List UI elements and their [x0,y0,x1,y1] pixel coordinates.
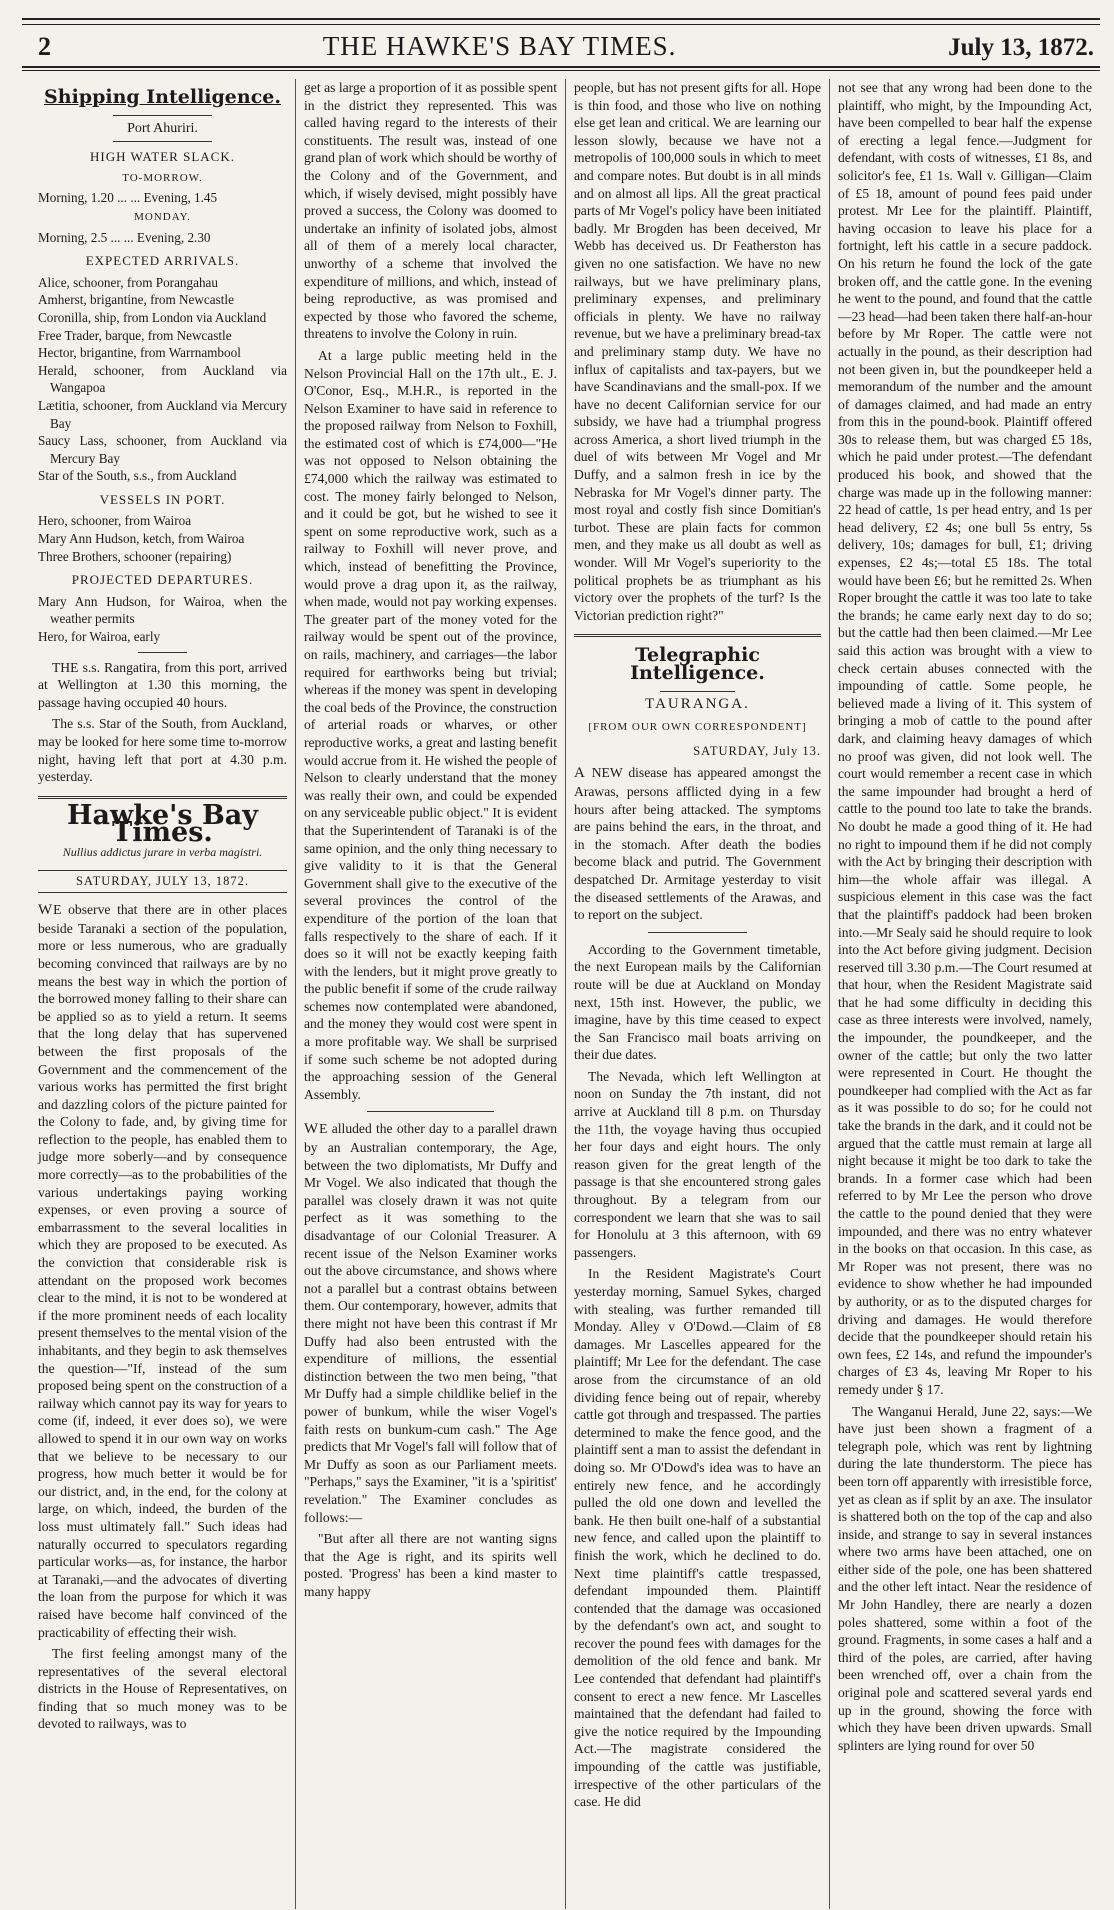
shipping-note: THE s.s. Rangatira, from this port, arrived at Wellington at 1.30 this morning, the passage having occupied 40 hours. [38,659,287,710]
place-heading: TAURANGA. [645,695,750,712]
article-paragraph: get as large a proportion of it as possible spent in the district they represented. This was called having regard to the interests of their constituents. The result was, instead of one grand plan of work which should be worthy of the Colony and of the Government, and which, if wisely devised, might possibly have proved a success, the Colony was doomed to undertake an infinity of isolated jobs, almost all of them of a merely local character, unworthy of a scheme that involved the expenditure of millions, and which, instead of being reproductive, as was promised and expected by those who favored the scheme, threatens to involve the Colony in ruin. [304,80,557,342]
article-paragraph: According to the Government timetable, the next European mails by the Californian route will be due at Auckland on Monday next, 15th inst. However, the public, we imagine, have by this time ceased to expect the San Francisco mail boats arriving on their due dates. [574,941,821,1063]
masthead [22,31,1100,66]
list-item: Hero, for Wairoa, early [38,629,161,645]
page-number: 2 [38,32,51,61]
high-water-heading: HIGH WATER SLACK. [90,149,235,165]
divider [660,691,734,692]
section-rule [574,634,821,637]
list-item: Free Trader, barque, from Newcastle [38,327,232,343]
article-paragraph: WE alluded the other day to a parallel drawn by an Australian contemporary, the Age, between the two diplomatists, Mr Duffy and Mr Vogel. We also indicated that though the parallel was closely drawn it was not quite perfect as it was something to the disadvantage of our Colonial Treasurer. A recent issue of the Nelson Examiner works out the above circumstance, and shows where not a parallel but a contrast obtains between them. Our contemporary, however, admits that there might not have been this contrast if Mr Duffy had also been entrusted with the expenditure of millions, the essential distinction between the two men being, "that Mr Duffy had a simple childlike belief in the power of bunkum, while the wiser Vogel's faith rests on bunkum-cum cash." The Age predicts that Mr Vogel's fall will follow that of Mr Duffy as soon as our Parliament meets. "Perhaps," says the Examiner, "it is a 'spiritist' revelation." The Examiner concludes as follows:— [304,1121,558,1525]
list-item: Coronilla, ship, from London via Auckland [38,309,267,325]
column-2 [295,79,565,1909]
tomorrow-label: TO-MORROW. [122,171,203,184]
top-rule [22,18,1100,20]
article-paragraph: A NEW disease has appeared amongst the Arawas, persons afflicted dying in a few hours after being attacked. The symptoms are pains behind the ears, in the throat, and in the stomach. After death the bodies become black and putrid. The Government despatched Dr. Armitage yesterday to visit the diseased settlements of the Arawas, and to report on the subject. [574,765,821,923]
expected-arrivals-heading: EXPECTED ARRIVALS. [85,253,240,269]
paper-title: Hawke's Bay Times. [66,799,258,849]
tomorrow-tides: Morning, 1.20 ... ... Evening, 1.45 [38,190,218,206]
column-1 [22,79,295,1909]
column-4 [829,79,1100,1909]
editorial-paragraph: WE observe that there are in other places beside Taranaki a section of the population, more or less numerous, who are gradually becoming convinced that railways are by no means the best way in which the portion of the borrowed money falling to their share can be applied so as to yield a return. It seems that the long delay that has supervened between the first proposals of the Government and the commencement of the various works has permitted the first bright and dazzling colors of the picture painted for the Colony to fade, and, by giving time for reflection to the people, has enabled them to judge more soberly—and by consequence more correctly—as to the probabilities of the various undertakings paying working expenses, or even proving a source of embarrassment to the several localities in which they are proposed to be executed. As the conviction that considerable risk is attendant on the proposed work becomes clear to the mind, it is not to be wondered at if the more prominent needs of each locality present themselves to the mental vision of the inhabitants, and they begin to ask themselves the question—"If, instead of the sum proposed being spent on the construction of a railway which cannot pay its way for years to come (if, indeed, it ever does so), we were allowed to spend it in our own way on works that we believe to be necessary to our progress, how much better it would be for our district, and, in the end, for the colony at large, on which, indeed, the burden of the loss must ultimately fall." Such ideas had naturally occurred to speculators regarding particular works—as, for instance, the harbor at Taranaki,—and the advocates of diverting the loan from the purpose for which it was raised have become half convinced of the practicability of effecting their wish. [38,902,287,1640]
article-paragraph: At a large public meeting held in the Nelson Provincial Hall on the 17th ult., E. J. O'Conor, Esq., M.H.R., is reported in the Nelson Examiner to have said in reference to the proposed railway from Nelson to Foxhill, the estimated cost of which is £74,000—"He was not opposed to Nelson obtaining the £74,000 which the railway was estimated to cost. The money fairly belonged to Nelson, and it could be got, but he wished to see it spent on some reproductive work, such as a railway to Foxhill will never prove, and which, instead of benefitting the Province, would prove a drag upon it, as the railway, when made, would not pay working expenses. The greater part of the money voted for the railway would be spent out of the province, on rails, machinery, and carriages—the labor required for earthworks being but trivial; whereas if the money was spent in developing the coal beds of the Province, the construction of arterial roads or wharves, or other reproductive works, a great and lasting benefit would accrue from it. He wished the people of Nelson to clearly understand that the money was really their own, and could be expended on any serviceable public object." It is evident that the Superintendent of Taranaki is of the same opinion, and the only thing necessary to give validity to it is that the General Government shall give to the executive of the several provinces the control of the expenditure of the portion of the loan that falls respectively to the share of each. If it does so it will not be exactly keeping faith with the lenders, but it might prove greatly to the public benefit if some of the crude railway schemes now contemplated were abandoned, and the money they would cost were spent in a more profitable way. We shall be surprised if some such scheme be not adopted during the approaching session of the General Assembly. [304,347,557,1102]
divider [113,141,213,142]
list-item: Star of the South, s.s., from Auckland [38,468,237,484]
divider [367,1111,494,1112]
vessels-in-port-heading: VESSELS IN PORT. [99,491,226,507]
dateline: SATURDAY, JULY 13, 1872. [38,870,287,894]
top-rule-thin [22,24,1100,25]
columns [22,79,1100,1909]
list-item: Mary Ann Hudson, ketch, from Wairoa [38,531,245,547]
article-paragraph: The Wanganui Herald, June 22, says:—We have just been shown a fragment of a telegraph pole, which was rent by lightning during the late thunderstorm. The piece has been torn off apparently with irresistible force, yet as clean as if split by an axe. The insulator is shattered both on the top of the cap and also inside, and strange to say in several instances where two arms have been attached, one on either side of the pole, one has been shattered and the other left intact. Near the residence of Mr John Handley, there are nearly a dozen poles shattered, some within a foot of the ground. Fragments, in some cases a half and a third of the poles, are carried, after having been wrenched off, over a chain from the original pole and scattered several yards end up in the ground, showing the force with which they have been driven upwards. Small splinters are lying round for over 50 [838,1403,1092,1753]
divider [113,115,213,116]
list-item: Alice, schooner, from Porangahau [38,274,219,290]
article-paragraph: In the Resident Magistrate's Court yesterday morning, Samuel Sykes, charged with stealing, was further remanded till Monday. Alley v O'Dowd.—Claim of £8 damages. Mr Lascelles appeared for the plaintiff; Mr Lee for the defendant. The case arose from the circumstance of an old dividing fence being out of repair, whereby cattle got through and trespassed. The parties determined to make the fence good, and the plaintiff sent a man to assist the defendant in doing so. Mr O'Dowd's idea was to have an entirely new fence, and he accordingly pulled the old one down and levelled the bank. He then built one-half of a substantial new fence, and called upon the plaintiff to finish the work, which he declined to do. Next time plaintiff's cattle trespassed, defendant impounded them. Plaintiff contended that the damage was occasioned by the defendant's own act, and sought to recover the pound fees with damages for the demolition of the old fence and bank. Mr Lee contended that defendant had plaintiff's consent to erect a new fence. Mr Lascelles maintained that the defendant had failed to give the notice required by the Impounding Act.—The magistrate considered the impounding of the cattle was justifiable, irrespective of the other particulars of the case. He did [574,1266,821,1810]
newspaper-title: THE HAWKE'S BAY TIMES. [322,31,677,61]
list-item: Lætitia, schooner, from Auckland via Mercury Bay [38,397,287,431]
correspondent-line: [FROM OUR OWN CORRESPONDENT] [588,721,807,734]
article-paragraph: The Nevada, which left Wellington at noon on Sunday the 7th instant, did not arrive at Auckland till 8 p.m. on Thursday the 11th, the voyage having thus occupied her four days and eight hours. The only reason given for the great length of the passage is that she encountered strong gales throughout. By a telegram from our correspondent we learn that she was to sail for Honolulu at 3 this afternoon, with 69 passengers. [574,1068,821,1260]
shipping-note: The s.s. Star of the South, from Auckland, may be looked for here some time to-morrow night, having left that port at 4.30 p.m. yesterday. [38,716,287,785]
monday-label: MONDAY. [134,210,191,223]
departures-heading: PROJECTED DEPARTURES. [71,572,254,588]
port-name: Port Ahuriri. [127,120,198,136]
section-rule [38,796,287,799]
list-item: Hero, schooner, from Wairoa [38,513,192,529]
column-3 [565,79,829,1909]
divider [138,652,188,653]
masthead-rule [22,66,1100,71]
list-item: Saucy Lass, schooner, from Auckland via Mercury Bay [38,433,287,466]
telegraphic-heading: Telegraphic Intelligence. [630,644,765,684]
list-item: Herald, schooner, from Auckland via Wangapoa [38,362,287,396]
list-item: Amherst, brigantine, from Newcastle [38,292,234,308]
list-item: Hector, brigantine, from Warrnambool [38,345,241,361]
issue-date: July 13, 1872. [948,34,1094,61]
article-paragraph: people, but has not present gifts for all. Hope is thin food, and those who live on nothing else get lean and critical. We are learning our lesson slowly, because we have not a metropolis of 100,000 souls in which to meet and compare notes. But doubt is in all minds and on almost all lips. All the great practical parts of Mr Vogel's policy have been initiated badly. Mr Brogden has been deceived, Mr Webb has deceived us. Dr Featherston has given no one satisfaction. We have no new railways, but we have preliminary plans, preliminary expenses, and preliminary officials in plenty. We have no railway revenue, but we have a preliminary bread-tax and preliminary stamp duty. We have no influx of capitalists and tax-payers, but we have Scandinavians and the small-pox. If we have no decent Californian service for our subsidy, we have had a triumphal progress across America, a short lived triumph in the duel of wits between Mr Vogel and Mr Duffy, and a salmon fresh in ice by the Nebraska for Mr Vogel's dinner party. The most royal and costly fish since Domitian's turbot. These are plain facts for common men, and they make us all doubt as well as wonder. Will Mr Vogel's superiority to the political prophets be as triumphant as his victory over the prophets of the turf? Is the Victorian prediction right?" [574,80,821,623]
list-item: Three Brothers, schooner (repairing) [38,548,232,564]
list-item: Mary Ann Hudson, for Wairoa, when the weather permits [38,593,287,627]
motto: Nullius addictus jurare in verba magistri. [62,844,263,859]
divider [648,932,747,933]
telegram-date: SATURDAY, July 13. [693,743,821,758]
monday-tides: Morning, 2.5 ... ... Evening, 2.30 [38,229,211,245]
article-paragraph: not see that any wrong had been done to the plaintiff, who might, by the Impounding Act, have been compelled to bear half the expense of erecting a legal fence.—Judgment for defendant, with costs of witnesses, £1 8s, and solicitor's fee, £1 1s. Wall v. Gilligan—Claim of £5 18, amount of pound fees paid under protest. Mr Lee for the plaintiff. Plaintiff, having occasion to leave his place for a fortnight, left his cattle in a secure paddock. On his return he found the lock of the gate broken off, and the cattle gone. In the evening he went to the pound, and found that the cattle—23 head—had been taken there half-an-hour before by Mr Roper. The cattle were not actually in the pound, as their description had not been given in, but the poundkeeper held a memorandum of the number and the amount of damages claimed, and had made an entry from this in the pound-book. Plaintiff offered 30s to release them, but was charged £5 18s, which he paid under protest.—The defendant produced his book, and showed that the charge was made up in the following manner: 22 head of cattle, 1s per head entry, and 1s per head delivery, £2 4s; one bull 5s entry, 5s delivery, 10s; damages for bull, £1; driving expenses, £2 4s;—total £5 18s. The total would have been £6; but he remitted 2s. When Roper brought the cattle it was too late to take the brands; he came early next day to do so; but the cattle had then been claimed.—Mr Lee said this action was brought with a view to check certain abuses connected with the impounding of cattle. Some people, he believed made a living of it. This system of bringing a mob of cattle to the pound after dark, and claiming heavy damages of which no proof was given, did not look well. The court would remember a recent case in which the same impounder had brought a herd of cattle to the pound too late to take the brands. No doubt he made a good thing of it. He had no right to impound them if he did not comply with the Act by bringing their description with him—the whole affair was illegal. A suspicious element in this case was the fact that the plaintiff's paddock had been broken into.—Mr Sealy said he should require to look into the Act before giving judgment. Decision reserved till 3.30 p.m.—The Court resumed at that hour, when the Resident Magistrate said that he had some difficulty in deciding this case as three interests were involved, namely, the impounder, the poundkeeper, and the owner of the cattle; but only the two latter were represented in Court. He thought the poundkeeper had complied with the Act as far as it was possible to do so; for he could not take the brands in the dark, and it could not be argued that the cattle must remain at large all night because it might be too dark to take the brands. In a former case which had been referred to by Mr Lee the person who drove the cattle to the pound denied that they were impounded, and there was no entry whatever in the books on that occasion. In this case, as Mr Roper was not present, there was no evidence to show whether he had impounded by authority, or as to the disputed charges for driving and damages. He would therefore decide that the poundkeeper should retain his own fees, £2 14s, and refund the impounder's charges of £3 4s, leaving Mr Roper to his remedy under § 17. [838,80,1092,1397]
shipping-heading: Shipping Intelligence. [44,86,281,108]
article-paragraph: "But after all there are not wanting signs that the Age is right, and its spirits well posted. 'Progress' has been a kind master to many happy [304,1531,557,1599]
editorial-paragraph: The first feeling amongst many of the representatives of the several electoral districts in the House of Representatives, on finding that so much money was to be devoted to railways, was to [38,1646,287,1732]
